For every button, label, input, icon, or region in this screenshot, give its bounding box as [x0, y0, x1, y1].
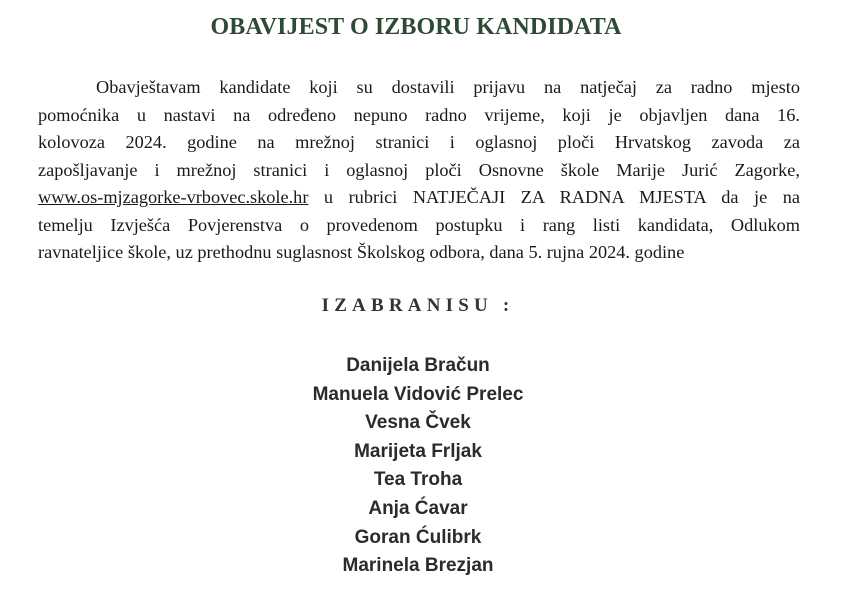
document-title: OBAVIJEST O IZBORU KANDIDATA — [210, 14, 622, 40]
selected-heading: IZABRANISU : — [321, 295, 515, 316]
candidate-name: Manuela Vidović Prelec — [312, 383, 524, 405]
paragraph-line: pomoćnika u nastavi na određeno nepuno radno vrijeme, koji je objavljen dana 16. — [38, 104, 800, 125]
paragraph-line: temelju Izvješća Povjerenstva o provedenom postupku i rang listi kandidata, Odlukom — [38, 214, 800, 235]
candidate-name: Marijeta Frljak — [354, 440, 482, 462]
paragraph-line: ravnateljice škole, uz prethodnu suglasnost Školskog odbora, dana 5. rujna 2024. godine — [38, 242, 685, 262]
candidate-name: Anja Ćavar — [368, 497, 468, 519]
notice-paragraph — [38, 74, 800, 267]
paragraph-line — [38, 184, 800, 212]
candidate-list — [0, 352, 836, 581]
candidate-name: Marinela Brezjan — [342, 555, 494, 577]
paragraph-line: zapošljavanje i mrežnoj stranici i oglasnoj ploči Osnovne škole Marije Jurić Zagorke, — [38, 159, 800, 180]
paragraph-line: kolovoza 2024. godine na mrežnoj stranici i oglasnoj ploči Hrvatskog zavoda za — [38, 132, 800, 152]
candidate-name: Goran Ćulibrk — [354, 526, 482, 548]
candidate-name: Vesna Čvek — [365, 412, 471, 434]
candidate-name: Danijela Bračun — [346, 355, 490, 376]
candidate-name: Tea Troha — [373, 469, 463, 491]
paragraph-line: Obavještavam kandidate koji su dostavili prijavu na natječaj za radno mjesto — [96, 77, 800, 97]
school-website-link[interactable]: www.os-mjzagorke-vrbovec.skole.hr — [38, 187, 309, 207]
paragraph-line-rest: u rubrici NATJEČAJI ZA RADNA MJESTA da je na — [308, 187, 800, 207]
